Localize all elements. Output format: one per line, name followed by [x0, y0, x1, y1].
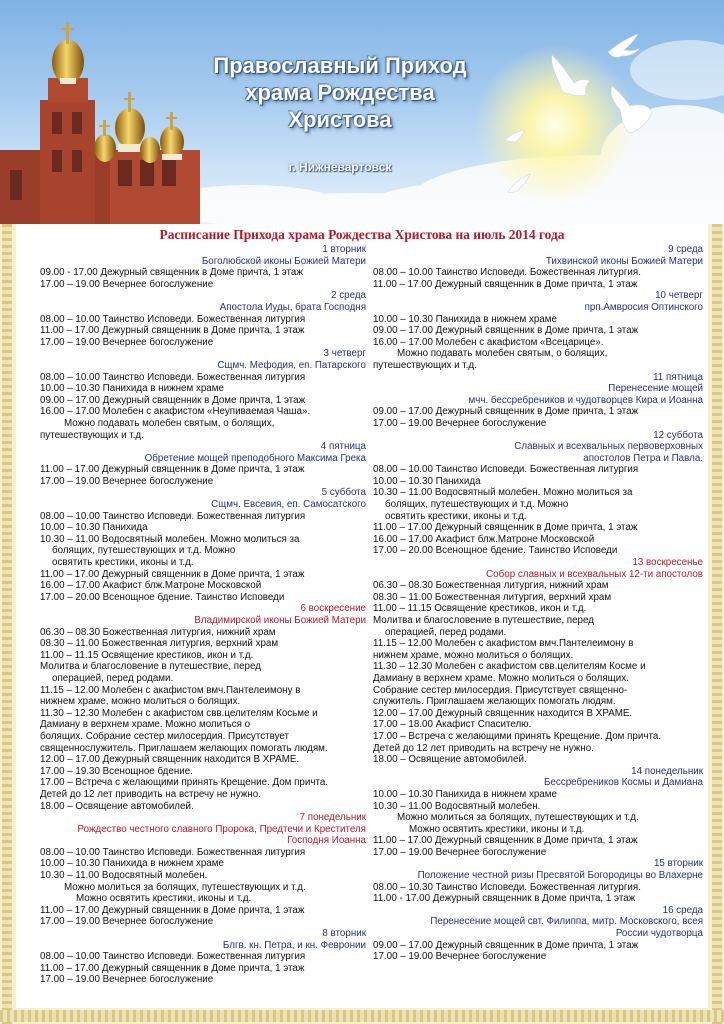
schedule-line: 17.00 – 19.00 Вечернее богослужение	[40, 475, 214, 487]
schedule-line: 11.15 – 12.00 Молебен с акафистом вмч.Пантелеимону в	[40, 684, 301, 696]
day-entry	[40, 487, 366, 603]
schedule-line: 08.00 – 10.00 Таинство Исповеди. Божественная литургия	[40, 313, 306, 325]
day-date: 11 пятница	[653, 371, 703, 383]
schedule-line: 16.00 – 17.00 Акафист блж.Матроне Московской	[373, 533, 595, 545]
schedule-line: 17.00 – Встреча с желающими принять Крещение. Дом причта.	[373, 730, 662, 742]
schedule-line: 10.30 – 11.00 Водосвятный молебен. Можно молиться за	[40, 533, 300, 545]
day-entry	[40, 928, 366, 986]
schedule-line: 11.30 – 12.30 Молебен с акафистом свв.целителям Косме и	[373, 661, 646, 673]
schedule-line: 09.00 – 17.00 Дежурный священник в Доме причта, 1 этаж	[373, 939, 639, 951]
schedule-line: болящих, путешествующих и т.д. Можно	[385, 499, 569, 511]
schedule-line: 11.00 – 17.00 Дежурный священник в Доме причта, 1 этаж	[40, 464, 305, 476]
schedule-line: 18.00 – Освящение автомобилей.	[373, 754, 527, 766]
schedule-line: 06.30 – 08.30 Божественная литургия, нижний храм	[40, 626, 276, 638]
day-date: 14 понедельник	[631, 765, 703, 777]
parish-title-line-2: храма Рождества	[245, 80, 435, 105]
schedule-line: 16.00 – 17.00 Акафист блж.Матроне Московской	[40, 580, 262, 592]
schedule-line: 11.30 – 12.30 Молебен с акафистом свв.целителям Косьме и	[40, 707, 318, 719]
schedule-line: 09.00 – 17.00 Дежурный священник в Доме причта, 1 этаж	[373, 325, 639, 337]
schedule-line: 11.00 – 17.00 Дежурный священник в Доме причта, 1 этаж	[373, 835, 638, 847]
day-feast: мчч. бессребреников и чудотворцев Кира и Иоанна	[468, 394, 703, 406]
schedule-line: путешествующих и т.д.	[373, 359, 477, 371]
schedule-line: 08.00 – 10.00 Таинство Исповеди. Божественная литургия.	[373, 267, 641, 279]
day-feast: Блгв. кн. Петра, и кн. Февронии	[222, 939, 366, 951]
day-feast: Сщмч. Мефодия, еп. Патарского	[217, 359, 366, 371]
schedule-line: 11.00 – 17.00 Дежурный священник в Доме причта, 1 этаж	[40, 325, 305, 337]
schedule-line: 12.00 – 17.00 Дежурный священник находится В ХРАМЕ.	[373, 707, 633, 719]
schedule-line: Можно освятить крестики, иконы и т.д.	[409, 823, 585, 835]
day-feast: прп.Амвросия Оптинского	[584, 301, 703, 313]
day-entry	[373, 766, 703, 859]
day-date: 7 понедельник	[299, 812, 366, 824]
schedule-line: Собрание сестер милосердия. Присутствует священно-	[373, 684, 628, 696]
schedule-line: 09.00 - 17.00 Дежурный священник в Доме причта, 1 этаж	[40, 267, 303, 279]
schedule-line: 17.00 – 19.00 Вечернее богослужение	[40, 278, 214, 290]
day-date: 2 среда	[331, 290, 366, 302]
schedule-line: 11.00 – 17.00 Дежурный священник в Доме причта, 1 этаж	[40, 568, 305, 580]
schedule-line: Можно освятить крестики, иконы и т.д.	[76, 893, 252, 905]
schedule-line: 08.30 – 11.00 Божественная литургия, верхний храм	[40, 638, 279, 650]
schedule-line: 11.00 – 11.15 Освящение крестиков, икон и т.д.	[40, 649, 254, 661]
day-entry	[40, 290, 366, 348]
day-feast: Перенесение мощей	[608, 383, 703, 395]
schedule-title: Расписание Прихода храма Рождества Христова на июль 2014 года	[159, 227, 565, 242]
day-date: 3 четверг	[323, 348, 366, 360]
schedule-line: 11.00 – 17.00 Дежурный священник в Доме причта, 1 этаж	[373, 522, 638, 534]
day-entry	[40, 244, 366, 290]
schedule-line: 16.00 – 17.00 Молебен с акафистом «Всецарице».	[373, 336, 604, 348]
day-feast: Тихвинской иконы Божией Матери	[545, 255, 703, 267]
day-feast: Апостола Иуды, брата Господня	[219, 301, 366, 313]
city-label: г. Нижневартовск	[288, 160, 392, 174]
day-feast: Собор славных и всехвальных 12-ти апостолов	[486, 568, 703, 580]
schedule-line: нижнем храме, можно молиться о болящих.	[40, 696, 241, 708]
schedule-line: 17.00 – 19.00 Вечернее богослужение	[40, 336, 214, 348]
schedule-line: Можно молиться за болящих, путешествующих и т.д.	[64, 881, 306, 893]
schedule-line: 10.00 – 10.30 Панихида	[373, 475, 481, 487]
schedule-line: болящих, путешествующих и т.д. Можно	[52, 545, 236, 557]
day-date: 16 среда	[662, 904, 703, 916]
schedule-line: 11.00 – 17.00 Дежурный священник в Доме причта, 1 этаж	[40, 962, 305, 974]
schedule-line: 11.00 – 17.00 Дежурный священник в Доме причта, 1 этаж	[373, 278, 638, 290]
schedule-line: 17.00 – 19.30 Всенощное бдение.	[40, 765, 193, 777]
schedule-line: 10.00 – 10.30 Панихида в нижнем храме	[373, 788, 557, 800]
day-feast: Положение честной ризы Пресвятой Богородицы во Влахерне	[417, 870, 703, 882]
schedule-line: 11.00 - 17.00 Дежурный священник в Доме причта, 1 этаж	[373, 893, 636, 905]
schedule-column-left	[40, 244, 366, 986]
schedule-line: Детей до 12 лет приводить на встречу не нужно.	[373, 742, 594, 754]
schedule-line: болящих. Собрание сестер милосердия. Присутствует	[40, 730, 289, 742]
day-date: 15 вторник	[653, 858, 703, 870]
day-feast: России чудотворца	[615, 928, 703, 940]
schedule-line: 08.00 – 10.00 Таинство Исповеди. Божественная литургия	[40, 371, 306, 383]
day-feast: Обретение мощей преподобного Максима Грека	[144, 452, 366, 464]
schedule-line: Можно подавать молебен святым, о болящих,	[397, 348, 608, 360]
schedule-line: 08.00 – 10.30 Таинство Исповеди. Божественная литургия.	[373, 881, 641, 893]
schedule-line: операцией, перед родами.	[385, 626, 507, 638]
schedule-line: нижнем храме, можно молиться о болящих.	[373, 649, 574, 661]
schedule-line: 10.30 – 11.00 Водосвятный молебен.	[40, 870, 208, 882]
schedule-line: освятить крестики, иконы и т.д.	[385, 510, 527, 522]
day-date: 13 воскресенье	[632, 557, 703, 569]
schedule-line: 11.00 – 17.00 Дежурный священник в Доме причта, 1 этаж	[40, 904, 305, 916]
schedule-line: 17.00 – 19.00 Вечернее богослужение	[373, 846, 547, 858]
header-banner	[0, 0, 724, 224]
schedule-line: путешествующих и т.д.	[40, 429, 144, 441]
schedule-line: 17.00 – 19.00 Вечернее богослужение	[40, 916, 214, 928]
schedule-column-right	[373, 244, 703, 963]
schedule-line: Можно молиться за болящих, путешествующих и т.д.	[397, 812, 639, 824]
day-date: 1 вторник	[322, 244, 366, 255]
schedule-line: 08.30 – 11.00 Божественная литургия, верхний храм	[373, 591, 612, 603]
schedule-panel	[16, 224, 708, 1008]
schedule-line: 17.00 – 19.00 Вечернее богослужение	[373, 417, 547, 429]
schedule-line: 10.00 – 10.30 Панихида в нижнем храме	[40, 383, 224, 395]
schedule-line: 08.00 – 10.00 Таинство Исповеди. Божественная литургия	[40, 510, 306, 522]
day-feast: Господня Иоанна	[287, 835, 366, 847]
ornament-border-bottom	[0, 1010, 724, 1022]
schedule-line: служитель. Приглашаем желающих помогать людям.	[373, 696, 616, 708]
schedule-line: освятить крестики, иконы и т.д.	[52, 557, 194, 569]
schedule-line: 10.00 – 10.30 Панихида в нижнем храме	[373, 313, 557, 325]
schedule-line: 17.00 – 20.00 Всенощное бдение. Таинство Исповеди	[373, 545, 618, 557]
schedule-line: 06.30 – 08.30 Божественная литургия, нижний храм	[373, 580, 609, 592]
schedule-line: Молитва и благословение в путешествие, перед	[40, 661, 261, 673]
day-entry	[373, 858, 703, 904]
schedule-line: 17.00 – 19.00 Вечернее богослужение	[373, 951, 547, 963]
day-entry	[373, 430, 703, 558]
day-feast: Боголюбской иконы Божией Матери	[201, 255, 366, 267]
day-entry	[373, 372, 703, 430]
day-feast: Сщмч. Евсевия, еп. Самосатского	[211, 499, 366, 511]
day-feast: Перенесение мощей свт. Филиппа, митр. Московского, всея	[430, 916, 703, 928]
day-feast: Бессребреников Космы и Дамиана	[544, 777, 703, 789]
parish-title-line-3: Христова	[288, 107, 392, 132]
schedule-line: 17.00 – Встреча с желающими принять Крещение. Дом причта.	[40, 777, 329, 789]
day-entry	[373, 557, 703, 766]
day-entry	[373, 290, 703, 371]
schedule-line: 16.00 – 17.00 Молебен с акафистом «Неупиваемая Чаша».	[40, 406, 311, 418]
schedule-line: 09.00 – 17.00 Дежурный священник в Доме причта, 1 этаж	[373, 406, 639, 418]
schedule-line: Можно подавать молебен святым, о болящих,	[64, 417, 275, 429]
day-feast: апостолов Петра и Павла.	[583, 452, 703, 464]
day-feast: Рождество честного славного Пророка, Предтечи и Крестителя	[77, 823, 366, 835]
schedule-line: священнослужитель. Приглашаем желающих помогать людям.	[40, 742, 328, 754]
schedule-line: 11.15 – 12.00 Молебен с акафистом вмч.Пантелеимону в	[373, 638, 634, 650]
ornament-border-left	[2, 224, 12, 1024]
schedule-line: 09.00 – 17.00 Дежурный священник в Доме причта, 1 этаж	[40, 394, 306, 406]
day-date: 10 четверг	[655, 290, 703, 302]
schedule-line: 08.00 – 10.00 Таинство Исповеди. Божественная литургия	[373, 464, 639, 476]
schedule-line: 10.30 – 11.00 Водосвятный молебен.	[373, 800, 541, 812]
schedule-line: 12.00 – 17.00 Дежурный священник находится В ХРАМЕ.	[40, 754, 300, 766]
ornament-border-right	[712, 224, 722, 1024]
day-feast: Славных и всехвальных первоверховных	[514, 441, 703, 453]
day-entry	[40, 441, 366, 487]
schedule-line: 10.30 – 11.00 Водосвятный молебен. Можно молиться за	[373, 487, 633, 499]
day-entry	[40, 603, 366, 812]
day-date: 12 суббота	[653, 429, 703, 441]
day-date: 6 воскресение	[300, 603, 366, 615]
schedule-line: Дамиану в верхнем храме. Можно молиться о	[40, 719, 251, 731]
day-entry	[373, 905, 703, 963]
schedule-line: 18.00 – Освящение автомобилей.	[40, 800, 194, 812]
day-date: 9 среда	[668, 244, 703, 255]
schedule-line: Детей до 12 лет приводить на встречу не нужно.	[40, 788, 261, 800]
schedule-line: 10.00 – 10.30 Панихида в нижнем храме	[40, 858, 224, 870]
schedule-line: 11.00 – 11.15 Освящение крестиков, икон и т.д.	[373, 603, 587, 615]
schedule-line: 08.00 – 10.00 Таинство Исповеди. Божественная литургия	[40, 951, 306, 963]
day-date: 8 вторник	[322, 928, 366, 940]
day-entry	[373, 244, 703, 290]
day-entry	[40, 812, 366, 928]
day-feast: Владимирской иконы Божией Матери	[194, 615, 366, 626]
day-entry	[40, 348, 366, 441]
schedule-line: 10.00 – 10.30 Панихида	[40, 522, 148, 534]
parish-title-line-1: Православный Приход	[213, 53, 467, 78]
schedule-line: Дамиану в верхнем храме. Можно молиться о болящих.	[373, 672, 629, 684]
schedule-line: 08.00 – 10.00 Таинство Исповеди. Божественная литургия	[40, 846, 306, 858]
schedule-line: операцией, перед родами.	[52, 672, 174, 684]
day-date: 5 суббота	[321, 487, 366, 499]
schedule-line: 17.00 – 19.00 Вечернее богослужение	[40, 974, 214, 986]
schedule-line: 17.00 – 18.00 Акафист Спасителю.	[373, 719, 532, 731]
day-date: 4 пятница	[320, 441, 366, 453]
schedule-line: 17.00 – 20.00 Всенощное бдение. Таинство Исповеди	[40, 591, 285, 603]
schedule-line: Молитва и благословение в путешествие, перед	[373, 615, 594, 626]
